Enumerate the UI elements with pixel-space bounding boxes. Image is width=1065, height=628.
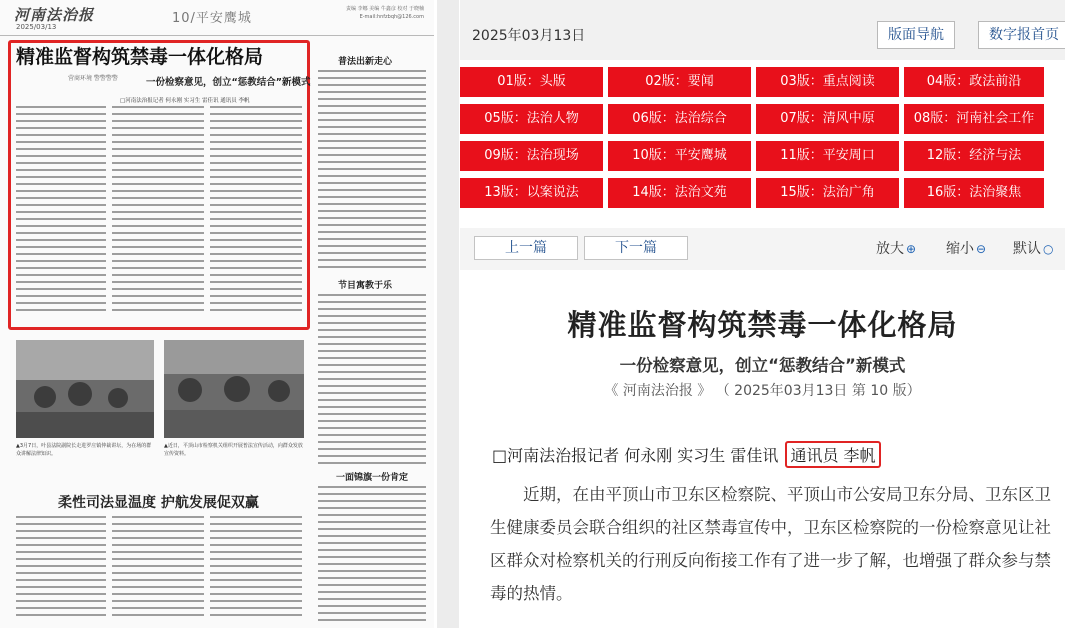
- newspaper-byline: □河南法治报记者 何永刚 实习生 雷佳讯 通讯员 李帆: [120, 98, 250, 104]
- section-link[interactable]: 06版：法治综合: [608, 104, 751, 134]
- prev-article-button[interactable]: 上一篇: [474, 236, 578, 260]
- article-column-2: [112, 106, 204, 316]
- next-article-button[interactable]: 下一篇: [584, 236, 688, 260]
- newspaper-date: 2025/03/13: [16, 23, 57, 31]
- photo-caption-right: ▲近日，平顶山市检察机关组织开展普法宣传活动，向群众发放宣传资料。: [164, 443, 303, 457]
- digital-home-button[interactable]: 数字报首页: [978, 21, 1065, 49]
- zoom-in-control[interactable]: [876, 238, 916, 258]
- section-link[interactable]: 09版：法治现场: [460, 141, 603, 171]
- newspaper-masthead: [0, 0, 434, 36]
- zoom-in-label: 放大: [876, 241, 904, 257]
- article-paragraph: 近期，在由平顶山市卫东区检察院、平顶山市公安局卫东分局、卫东区卫生健康委员会联合组织的社区禁毒宣传中，卫东区检察院的一份检察意见让社区群众对检察机关的行刑反向衔接工作有了进一步了解，也增强了群众参与禁毒的热情。: [490, 485, 1051, 603]
- section-link[interactable]: 16版：法治聚焦: [904, 178, 1044, 208]
- newspaper-page-label: 10/平安鹰城: [172, 11, 252, 26]
- newspaper-editor-info: 责编 李娜 美编 牛鑫彦 校对 于晓楠 E-mail:hnfzbqh@126.com: [346, 6, 424, 20]
- zoom-out-icon: ⊖: [976, 242, 987, 256]
- newspaper-logo: 河南法治报: [14, 6, 95, 24]
- section-link[interactable]: 14版：法治文苑: [608, 178, 751, 208]
- newspaper-page-image: [0, 0, 434, 628]
- article-byline: [492, 441, 881, 468]
- bottom-article-column-2: [112, 516, 204, 621]
- section-link[interactable]: 02版：要闻: [608, 67, 751, 97]
- article-pager: [460, 228, 1065, 270]
- article-column-3: [210, 106, 302, 316]
- panel-divider: [437, 0, 459, 628]
- zoom-default-label: 默认: [1013, 241, 1041, 257]
- section-grid: [460, 67, 1065, 215]
- section-link[interactable]: 15版：法治广角: [756, 178, 899, 208]
- issue-date: 2025年03月13日: [472, 28, 586, 44]
- byline-prefix: □河南法治报记者 何永刚 实习生 雷佳讯: [492, 446, 784, 465]
- newspaper-bottom-title: 柔性司法显温度 护航发展促双赢: [58, 495, 259, 511]
- side-article-text-2: [318, 294, 426, 469]
- section-link[interactable]: 13版：以案说法: [460, 178, 603, 208]
- article-title: 精准监督构筑禁毒一体化格局: [567, 308, 958, 342]
- side-article-text-3: [318, 486, 426, 626]
- section-link[interactable]: 01版：头版: [460, 67, 603, 97]
- zoom-out-control[interactable]: [946, 238, 986, 258]
- side-article-title-3: 一面锦旗一份肯定: [336, 473, 409, 483]
- side-article-title-1: 普法出新走心: [338, 57, 393, 67]
- section-link[interactable]: 12版：经济与法: [904, 141, 1044, 171]
- zoom-out-label: 缩小: [946, 241, 974, 257]
- news-photo-right: [164, 340, 304, 438]
- section-link[interactable]: 10版：平安鹰城: [608, 141, 751, 171]
- section-link[interactable]: 08版：河南社会工作: [904, 104, 1044, 134]
- article-body: [490, 478, 1065, 610]
- section-link[interactable]: 05版：法治人物: [460, 104, 603, 134]
- zoom-in-icon: ⊕: [906, 242, 917, 256]
- side-article-title-2: 节目寓教于乐: [338, 281, 393, 291]
- viewer-top-bar: [460, 0, 1065, 60]
- news-photo-left: [16, 340, 154, 438]
- section-link[interactable]: 11版：平安周口: [756, 141, 899, 171]
- newspaper-main-title: 精准监督构筑禁毒一体化格局: [16, 46, 264, 68]
- layout-nav-button[interactable]: 版面导航: [877, 21, 955, 49]
- zoom-default-icon: ○: [1043, 242, 1054, 256]
- bottom-article-column-3: [210, 516, 302, 621]
- section-link[interactable]: 07版：清风中原: [756, 104, 899, 134]
- digital-paper-viewer: [460, 0, 1065, 628]
- article-column-1: [16, 106, 106, 316]
- byline-highlight: 通讯员 李帆: [785, 441, 880, 468]
- article-subtitle: 一份检察意见，创立“惩教结合”新模式: [619, 356, 906, 375]
- newspaper-kicker: 营商环境 警警警警: [68, 75, 118, 82]
- section-link[interactable]: 03版：重点阅读: [756, 67, 899, 97]
- photo-caption-left: ▲3月7日，叶县法院副院长走进罗庄镇仲裁讲坛，为在场的群众讲解法律知识。: [16, 443, 152, 457]
- article-source: 《 河南法治报 》 （ 2025年03月13日 第 10 版）: [604, 383, 921, 399]
- section-link[interactable]: 04版：政法前沿: [904, 67, 1044, 97]
- bottom-article-column-1: [16, 516, 106, 621]
- zoom-default-control[interactable]: [1013, 238, 1053, 258]
- side-article-text-1: [318, 70, 426, 273]
- newspaper-main-subtitle: 一份检察意见，创立“惩教结合”新模式: [146, 77, 311, 88]
